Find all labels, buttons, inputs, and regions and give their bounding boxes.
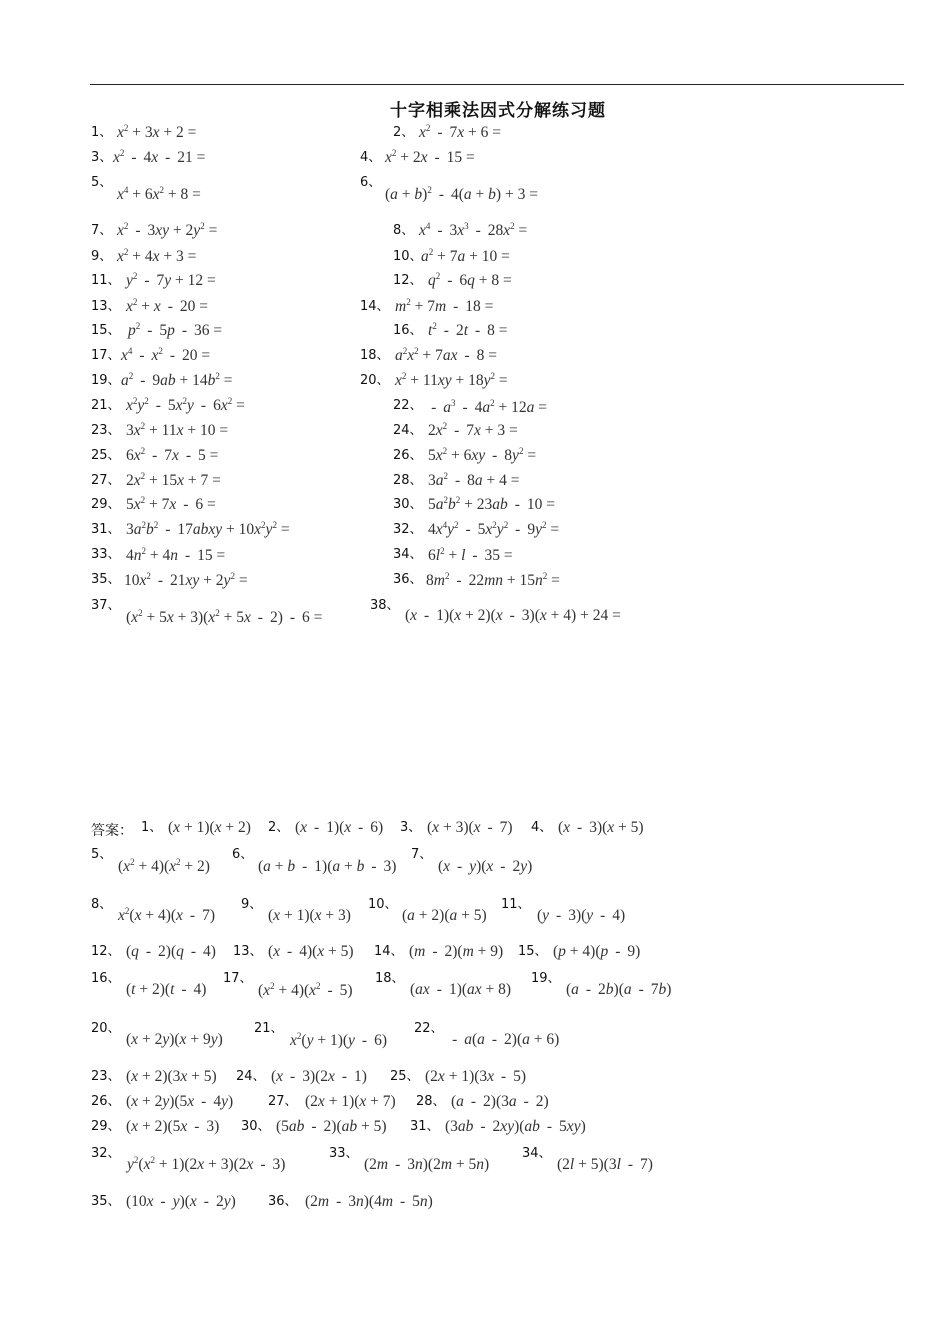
problem-expression: $x^2 + 3x + 2$ = xyxy=(117,123,197,141)
answer-label: 32、 xyxy=(91,1146,121,1161)
problem-label: 26、 xyxy=(393,448,423,463)
problem-expression: $3a^2b^2$ - 17abxy + $10x^2y^2$ = xyxy=(126,520,290,538)
problem-label: 23、 xyxy=(91,423,121,438)
answer-expression: (a - 2b)(a - 7b) xyxy=(566,981,672,998)
answer-expression: (ax - 1)(ax + 8) xyxy=(410,981,512,998)
answer-label: 14、 xyxy=(374,944,404,959)
answer-label: 33、 xyxy=(329,1146,359,1161)
problem-label: 16、 xyxy=(393,323,423,338)
top-rule xyxy=(90,84,904,85)
problem-label: 34、 xyxy=(393,547,423,562)
problem-label: 12、 xyxy=(393,273,423,288)
problem-label: 19、 xyxy=(91,373,121,388)
problem-label: 31、 xyxy=(91,522,121,537)
answer-label: 16、 xyxy=(91,971,121,986)
problem-expression: $a^2x^2 + 7ax - 8$ = xyxy=(395,346,498,364)
problem-expression: $3a^2 - 8a + 4$ = xyxy=(428,471,520,489)
problem-label: 36、 xyxy=(393,572,423,587)
answer-expression: $y^2(x^2 + 1)(2x + 3)(2x - 3)$ xyxy=(127,1155,286,1173)
answer-expression: (5ab - 2)(ab + 5) xyxy=(276,1118,387,1135)
problem-expression: $3x^2 + 11x + 10$ = xyxy=(126,421,229,439)
problem-expression: $a^2 + 7a + 10$ = xyxy=(421,247,510,265)
answer-label: 8、 xyxy=(91,897,113,912)
answer-expression: $(x^2 + 4)(x^2 + 2)$ xyxy=(118,857,210,875)
answer-expression: (2l + 5)(3l - 7) xyxy=(557,1156,653,1173)
answer-expression: (a - 2)(3a - 2) xyxy=(451,1093,549,1110)
answer-label: 15、 xyxy=(518,944,548,959)
problem-label: 7、 xyxy=(91,223,113,238)
answer-expression: (2x + 1)(3x - 5) xyxy=(425,1068,527,1085)
answer-expression: (x + 2y)(5x - 4y) xyxy=(126,1093,234,1110)
answer-label: 答案： xyxy=(91,823,133,839)
answer-expression: (x + 2y)(x + 9y) xyxy=(126,1031,223,1048)
answer-label: 19、 xyxy=(531,971,561,986)
problem-expression: $p^2 - 5p - 36$ = xyxy=(128,321,223,339)
answer-expression: (x + 2)(5x - 3) xyxy=(126,1118,220,1135)
problem-expression: $5a^2b^2 + 23ab - 10$ = xyxy=(428,495,555,513)
answer-expression: (2m - 3n)(2m + 5n) xyxy=(364,1156,490,1173)
problem-label: 20、 xyxy=(360,373,390,388)
answer-label: 2、 xyxy=(268,820,290,835)
problem-expression: $y^2 - 7y + 12$ = xyxy=(126,271,216,289)
answer-expression: (x + 1)(x + 3) xyxy=(268,907,351,924)
problem-expression: $x^2 + x - 20$ = xyxy=(126,297,209,315)
problem-label: 9、 xyxy=(91,249,113,264)
answer-label: 3、 xyxy=(400,820,422,835)
problem-expression: $x^4 - x^2 - 20$ = xyxy=(121,346,211,364)
answer-expression: $x^2(x + 4)(x - 7)$ xyxy=(118,906,215,924)
problem-expression: $x^2y^2 - 5x^2y - 6x^2$ = xyxy=(126,396,245,414)
answer-expression: (2m - 3n)(4m - 5n) xyxy=(305,1193,433,1210)
answer-expression: (y - 3)(y - 4) xyxy=(537,907,626,924)
problem-expression: $x^2 - 3xy + 2y^2$ = xyxy=(117,221,218,239)
answer-expression: (10x - y)(x - 2y) xyxy=(126,1193,236,1210)
problem-expression: $a^2 - 9ab + 14b^2$ = xyxy=(121,371,233,389)
problem-expression: $x^2 - 7x + 6$ = xyxy=(419,123,502,141)
answer-label: 18、 xyxy=(375,971,405,986)
answer-label: 12、 xyxy=(91,944,121,959)
problem-label: 10、 xyxy=(393,249,423,264)
answer-label: 25、 xyxy=(390,1069,420,1084)
problem-label: 32、 xyxy=(393,522,423,537)
problem-label: 14、 xyxy=(360,299,390,314)
answer-expression: (x + 1)(x + 2) xyxy=(168,819,251,836)
problem-expression: $8m^2 - 22mn + 15n^2$ = xyxy=(426,571,560,589)
problem-label: 11、 xyxy=(91,273,121,288)
answer-expression: (x - y)(x - 2y) xyxy=(438,858,533,875)
problem-label: 38、 xyxy=(370,598,400,613)
problem-expression: $x^2 - 4x - 21$ = xyxy=(113,148,206,166)
problem-label: 2、 xyxy=(393,125,415,140)
problem-expression: $x^2 + 2x - 15$ = xyxy=(385,148,475,166)
answer-label: 7、 xyxy=(411,847,433,862)
answer-label: 30、 xyxy=(241,1119,271,1134)
problem-label: 17、 xyxy=(91,348,121,363)
problem-label: 33、 xyxy=(91,547,121,562)
problem-expression: $4x^4y^2 - 5x^2y^2 - 9y^2$ = xyxy=(428,520,560,538)
answer-expression: (x - 1)(x - 6) xyxy=(295,819,384,836)
problem-expression: - $a^3 - 4a^2 + 12a$ = xyxy=(428,398,547,416)
problem-expression: $2x^2 - 7x + 3$ = xyxy=(428,421,518,439)
page-title: 十字相乘法因式分解练习题 xyxy=(390,101,606,121)
answer-label: 11、 xyxy=(501,897,531,912)
problem-expression: $2x^2 + 15x + 7$ = xyxy=(126,471,221,489)
problem-expression: $5x^2 + 6xy - 8y^2$ = xyxy=(428,446,537,464)
answer-expression: (a + 2)(a + 5) xyxy=(402,907,487,924)
answer-label: 28、 xyxy=(416,1094,446,1109)
answer-label: 22、 xyxy=(414,1021,444,1036)
problem-expression: $x^2 + 4x + 3$ = xyxy=(117,247,197,265)
problem-label: 18、 xyxy=(360,348,390,363)
answer-label: 34、 xyxy=(522,1146,552,1161)
problem-expression: $t^2 - 2t - 8$ = xyxy=(428,321,508,339)
answer-expression: (2x + 1)(x + 7) xyxy=(305,1093,396,1110)
problem-label: 1、 xyxy=(91,125,113,140)
problem-label: 25、 xyxy=(91,448,121,463)
answer-expression: - a(a - 2)(a + 6) xyxy=(449,1031,560,1048)
problem-label: 6、 xyxy=(360,175,382,190)
problem-label: 5、 xyxy=(91,175,113,190)
answer-label: 36、 xyxy=(268,1194,298,1209)
answer-label: 17、 xyxy=(223,971,253,986)
problem-label: 29、 xyxy=(91,497,121,512)
problem-label: 21、 xyxy=(91,398,121,413)
answer-label: 29、 xyxy=(91,1119,121,1134)
problem-expression: (x - 1)(x + 2)(x - 3)(x + 4) + 24 = xyxy=(405,607,621,624)
problem-expression: $5x^2 + 7x - 6$ = xyxy=(126,495,216,513)
answer-expression: (q - 2)(q - 4) xyxy=(126,943,216,960)
answer-expression: (x - 4)(x + 5) xyxy=(268,943,354,960)
answer-expression: (x - 3)(x + 5) xyxy=(558,819,644,836)
answer-label: 35、 xyxy=(91,1194,121,1209)
problem-expression: $m^2 + 7m - 18$ = xyxy=(395,297,494,315)
answer-label: 9、 xyxy=(241,897,263,912)
answer-expression: (x - 3)(2x - 1) xyxy=(271,1068,367,1085)
answer-label: 1、 xyxy=(141,820,163,835)
problem-label: 13、 xyxy=(91,299,121,314)
answer-label: 10、 xyxy=(368,897,398,912)
answer-expression: (3ab - 2xy)(ab - 5xy) xyxy=(445,1118,586,1135)
problem-label: 28、 xyxy=(393,473,423,488)
problem-label: 30、 xyxy=(393,497,423,512)
problem-label: 8、 xyxy=(393,223,415,238)
answer-expression: (a + b - 1)(a + b - 3) xyxy=(258,858,397,875)
problem-label: 35、 xyxy=(91,572,121,587)
answer-label: 27、 xyxy=(268,1094,298,1109)
answer-label: 21、 xyxy=(254,1021,284,1036)
answer-label: 24、 xyxy=(236,1069,266,1084)
answer-expression: (x + 2)(3x + 5) xyxy=(126,1068,217,1085)
answer-expression: (m - 2)(m + 9) xyxy=(409,943,504,960)
answer-label: 26、 xyxy=(91,1094,121,1109)
problem-expression: $x^4 + 6x^2 + 8$ = xyxy=(117,185,201,203)
problem-expression: $6l^2 + l - 35$ = xyxy=(428,546,513,564)
answer-label: 13、 xyxy=(233,944,263,959)
problem-label: 22、 xyxy=(393,398,423,413)
problem-label: 37、 xyxy=(91,598,121,613)
problem-expression: $x^2 + 11xy + 18y^2$ = xyxy=(395,371,508,389)
answer-label: 23、 xyxy=(91,1069,121,1084)
answer-label: 4、 xyxy=(531,820,553,835)
problem-expression: $(x^2 + 5x + 3)(x^2 + 5x - 2) - 6$ = xyxy=(126,608,323,626)
problem-label: 24、 xyxy=(393,423,423,438)
answer-expression: (t + 2)(t - 4) xyxy=(126,981,207,998)
problem-expression: $4n^2 + 4n - 15$ = xyxy=(126,546,226,564)
problem-expression: $10x^2 - 21xy + 2y^2$ = xyxy=(124,571,248,589)
problem-expression: $(a + b)^2 - 4(a + b) + 3$ = xyxy=(385,185,538,203)
answer-label: 31、 xyxy=(410,1119,440,1134)
problem-expression: $6x^2 - 7x - 5$ = xyxy=(126,446,219,464)
problem-expression: $x^4 - 3x^3 - 28x^2$ = xyxy=(419,221,528,239)
answer-expression: (x + 3)(x - 7) xyxy=(427,819,513,836)
problem-label: 3、 xyxy=(91,150,113,165)
problem-label: 4、 xyxy=(360,150,382,165)
answer-expression: $(x^2 + 4)(x^2 - 5)$ xyxy=(258,981,353,999)
answer-expression: $x^2(y + 1)(y - 6)$ xyxy=(290,1031,387,1049)
answer-expression: (p + 4)(p - 9) xyxy=(553,943,641,960)
answer-label: 6、 xyxy=(232,847,254,862)
problem-label: 27、 xyxy=(91,473,121,488)
answer-label: 20、 xyxy=(91,1021,121,1036)
answer-label: 5、 xyxy=(91,847,113,862)
problem-expression: $q^2 - 6q + 8$ = xyxy=(428,271,512,289)
problem-label: 15、 xyxy=(91,323,121,338)
